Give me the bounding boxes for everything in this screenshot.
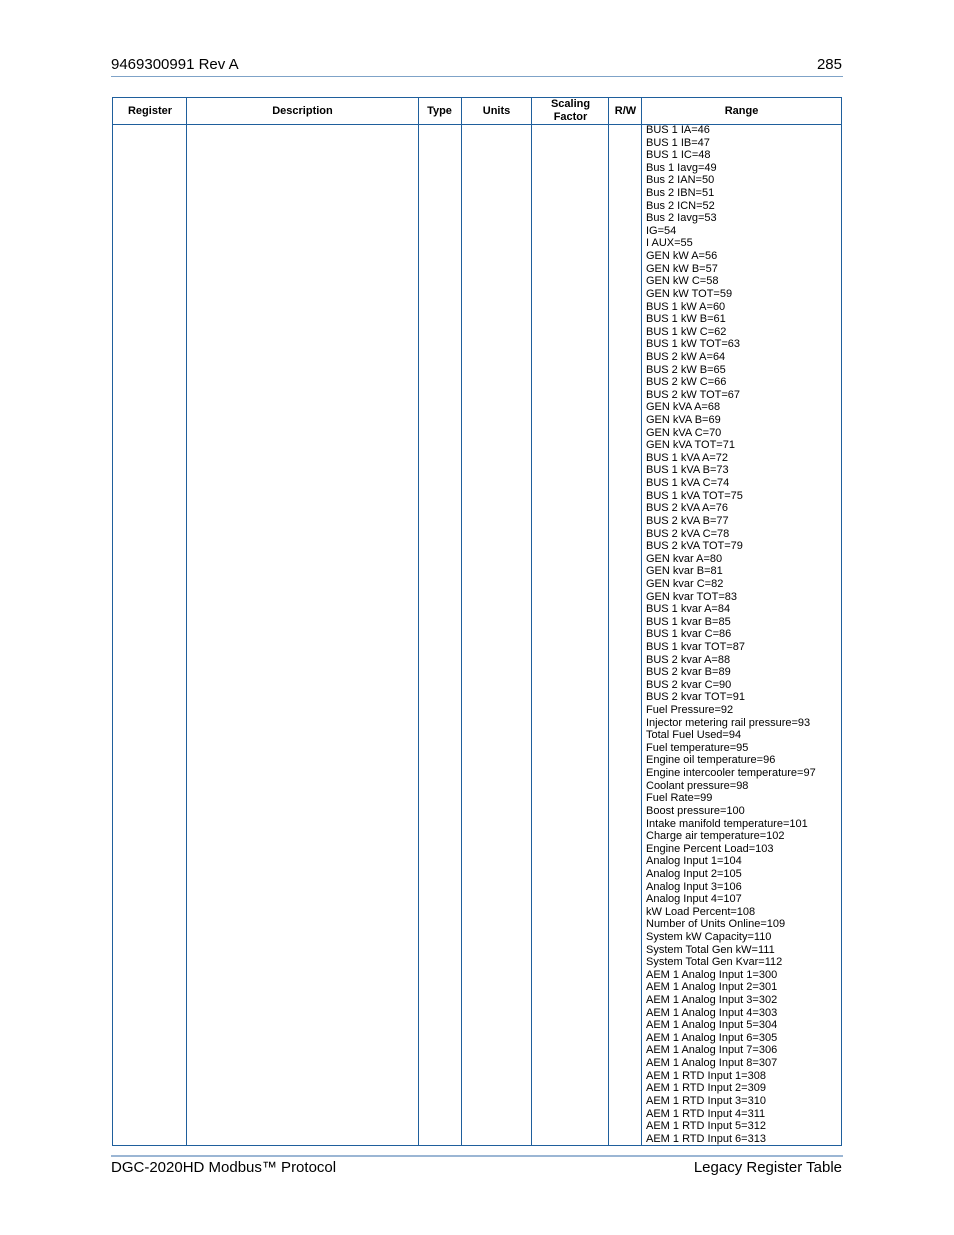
column-divider xyxy=(461,98,462,1145)
range-value: Analog Input 1=104 xyxy=(646,855,742,868)
range-value: Total Fuel Used=94 xyxy=(646,729,742,742)
column-header-rw: R/W xyxy=(614,104,637,117)
range-value: Engine oil temperature=96 xyxy=(646,754,776,767)
range-value: Bus 1 Iavg=49 xyxy=(646,161,717,174)
range-cell xyxy=(646,124,816,1145)
column-divider xyxy=(608,98,609,1145)
range-value: BUS 2 kW TOT=67 xyxy=(646,388,741,401)
range-value: Analog Input 4=107 xyxy=(646,893,742,906)
range-value: IG=54 xyxy=(646,224,677,237)
range-value: BUS 1 IC=48 xyxy=(646,149,711,162)
range-value: Engine intercooler temperature=97 xyxy=(646,767,816,780)
range-value: GEN kW TOT=59 xyxy=(646,287,733,300)
footer-divider xyxy=(111,1155,843,1157)
column-header-scaling-factor: Scaling Factor xyxy=(550,98,591,123)
range-value: Charge air temperature=102 xyxy=(646,830,785,843)
range-value: System kW Capacity=110 xyxy=(646,931,772,943)
range-value: Bus 2 Iavg=53 xyxy=(646,212,717,225)
range-value: BUS 1 IA=46 xyxy=(646,124,710,136)
document-id: 9469300991 Rev A xyxy=(111,56,239,73)
range-value: BUS 2 kW A=64 xyxy=(646,350,726,363)
range-value: BUS 2 kvar TOT=91 xyxy=(646,691,745,704)
column-header-register: Register xyxy=(127,104,173,117)
column-divider xyxy=(186,98,187,1145)
range-value: BUS 1 kvar C=86 xyxy=(646,628,732,641)
column-divider xyxy=(531,98,532,1145)
range-value: GEN kVA TOT=71 xyxy=(646,439,735,452)
range-value: AEM 1 Analog Input 8=307 xyxy=(646,1057,778,1070)
range-value: GEN kW B=57 xyxy=(646,262,718,275)
range-value: GEN kvar C=82 xyxy=(646,577,724,590)
document-title: DGC-2020HD Modbus™ Protocol xyxy=(111,1159,337,1176)
range-value: BUS 1 kvar A=84 xyxy=(646,603,731,616)
range-value: BUS 1 kW A=60 xyxy=(646,300,726,313)
range-value: Bus 2 IAN=50 xyxy=(646,174,715,187)
range-value: BUS 2 kvar A=88 xyxy=(646,653,731,666)
range-value: BUS 2 kVA A=76 xyxy=(646,502,729,515)
range-value: BUS 1 kvar B=85 xyxy=(646,615,731,628)
range-value: AEM 1 RTD Input 6=313 xyxy=(646,1132,766,1145)
range-value: BUS 2 kvar B=89 xyxy=(646,666,731,679)
header-divider xyxy=(111,76,843,77)
range-value: Intake manifold temperature=101 xyxy=(646,817,808,830)
range-value: Number of Units Online=109 xyxy=(646,918,786,931)
range-value: BUS 1 kVA C=74 xyxy=(646,477,730,490)
section-title: Legacy Register Table xyxy=(693,1159,842,1176)
range-value: GEN kVA B=69 xyxy=(646,414,721,427)
range-value: Engine Percent Load=103 xyxy=(646,842,774,855)
column-header-units: Units xyxy=(482,104,511,117)
page-header xyxy=(111,55,842,77)
range-value: AEM 1 RTD Input 2=309 xyxy=(646,1082,766,1095)
range-value: BUS 2 kVA B=77 xyxy=(646,514,729,527)
register-table xyxy=(112,97,842,1146)
range-value: BUS 1 IB=47 xyxy=(646,136,710,149)
range-value: System Total Gen Kvar=112 xyxy=(646,956,783,969)
range-value: BUS 2 kVA C=78 xyxy=(646,527,730,540)
range-value: Analog Input 3=106 xyxy=(646,880,742,893)
range-value: Fuel Rate=99 xyxy=(646,792,713,805)
range-value: BUS 2 kvar C=90 xyxy=(646,678,732,691)
range-value: Analog Input 2=105 xyxy=(646,867,742,880)
range-value: Bus 2 IBN=51 xyxy=(646,187,715,200)
range-value: BUS 1 kVA TOT=75 xyxy=(646,489,743,502)
range-value: Fuel Pressure=92 xyxy=(646,704,734,717)
column-divider xyxy=(418,98,419,1145)
range-value: AEM 1 Analog Input 3=302 xyxy=(646,994,778,1007)
range-value: BUS 1 kvar TOT=87 xyxy=(646,640,745,653)
range-value: BUS 1 kW C=62 xyxy=(646,325,727,338)
range-value: BUS 2 kW C=66 xyxy=(646,376,727,389)
range-value: Coolant pressure=98 xyxy=(646,779,749,792)
range-value: AEM 1 Analog Input 4=303 xyxy=(646,1006,778,1019)
range-value: AEM 1 Analog Input 5=304 xyxy=(646,1019,778,1032)
range-value: Bus 2 ICN=52 xyxy=(646,199,715,212)
range-value: System Total Gen kW=111 xyxy=(646,943,775,956)
page-number: 285 xyxy=(816,56,842,73)
range-value: I AUX=55 xyxy=(646,237,693,250)
range-value: GEN kvar TOT=83 xyxy=(646,590,737,603)
range-value: Injector metering rail pressure=93 xyxy=(646,716,811,729)
range-value: BUS 1 kW B=61 xyxy=(646,313,726,326)
range-value: BUS 1 kVA B=73 xyxy=(646,464,729,477)
range-value: BUS 1 kW TOT=63 xyxy=(646,338,741,351)
table-header-row xyxy=(113,98,841,125)
range-value: Fuel temperature=95 xyxy=(646,741,749,754)
range-value: GEN kvar B=81 xyxy=(646,565,723,578)
range-value: AEM 1 RTD Input 5=312 xyxy=(646,1120,766,1133)
column-divider xyxy=(641,98,642,1145)
range-value: BUS 1 kVA A=72 xyxy=(646,451,729,464)
page-footer xyxy=(111,1159,842,1181)
range-value: BUS 2 kW B=65 xyxy=(646,363,726,376)
range-value: GEN kW A=56 xyxy=(646,250,718,263)
range-value: GEN kVA A=68 xyxy=(646,401,721,414)
column-header-type: Type xyxy=(427,104,452,117)
range-value: AEM 1 Analog Input 2=301 xyxy=(646,981,778,994)
range-value: AEM 1 RTD Input 3=310 xyxy=(646,1094,766,1107)
range-value: GEN kW C=58 xyxy=(646,275,719,288)
range-value: AEM 1 RTD Input 1=308 xyxy=(646,1069,766,1082)
range-value: GEN kVA C=70 xyxy=(646,426,722,439)
range-value: AEM 1 RTD Input 4=311 xyxy=(646,1107,766,1120)
range-value: Boost pressure=100 xyxy=(646,804,745,817)
range-value: BUS 2 kVA TOT=79 xyxy=(646,540,743,553)
column-header-range: Range xyxy=(724,104,759,117)
range-value: AEM 1 Analog Input 6=305 xyxy=(646,1031,778,1044)
range-value: kW Load Percent=108 xyxy=(646,905,756,918)
range-value: GEN kvar A=80 xyxy=(646,552,723,565)
range-value: AEM 1 Analog Input 7=306 xyxy=(646,1044,778,1057)
range-value: AEM 1 Analog Input 1=300 xyxy=(646,968,778,981)
column-header-description: Description xyxy=(272,104,333,117)
